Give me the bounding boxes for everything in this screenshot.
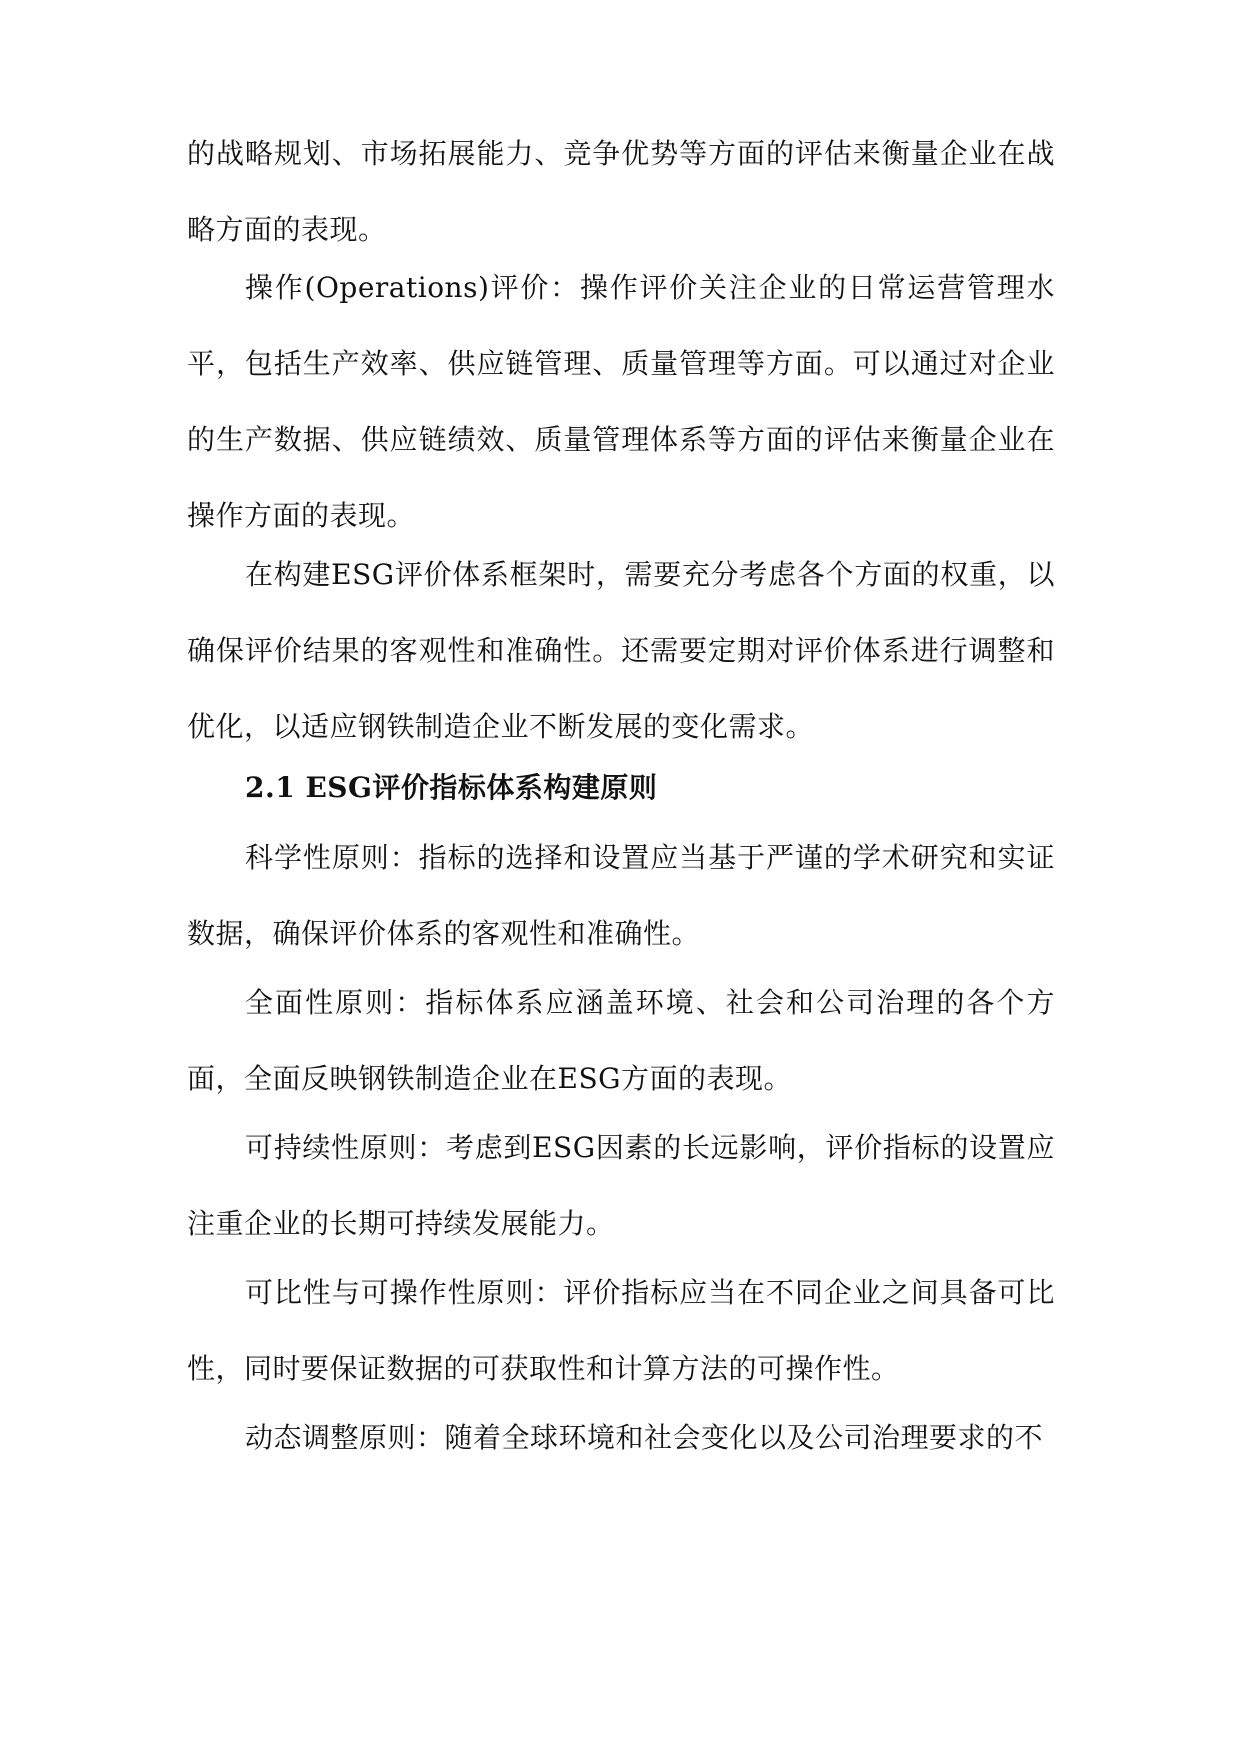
- principle-sustainability: 可持续性原则：考虑到ESG因素的长远影响，评价指标的设置应注重企业的长期可持续发展能力。: [187, 1131, 1055, 1240]
- principle-dynamic-adjustment: 动态调整原则：随着全球环境和社会变化以及公司治理要求的不: [245, 1421, 1044, 1454]
- document-page: [187, 0, 1055, 1754]
- paragraph-operations-evaluation: 操作(Operations)评价：操作评价关注企业的日常运营管理水平，包括生产效率、供应链管理、质量管理等方面。可以通过对企业的生产数据、供应链绩效、质量管理体系等方面的评估来衡量企业在操作方面的表现。: [187, 271, 1055, 532]
- paragraph-strategy-continued: 的战略规划、市场拓展能力、竞争优势等方面的评估来衡量企业在战略方面的表现。: [187, 137, 1055, 246]
- paragraph-framework-weights: 在构建ESG评价体系框架时，需要充分考虑各个方面的权重，以确保评价结果的客观性和准确性。还需要定期对评价体系进行调整和优化，以适应钢铁制造企业不断发展的变化需求。: [187, 558, 1055, 743]
- principle-comprehensive: 全面性原则：指标体系应涵盖环境、社会和公司治理的各个方面，全面反映钢铁制造企业在ESG方面的表现。: [187, 986, 1055, 1095]
- principle-scientific: 科学性原则：指标的选择和设置应当基于严谨的学术研究和实证数据，确保评价体系的客观性和准确性。: [187, 841, 1055, 950]
- principle-comparability: 可比性与可操作性原则：评价指标应当在不同企业之间具备可比性，同时要保证数据的可获取性和计算方法的可操作性。: [187, 1276, 1055, 1385]
- section-heading: 2.1 ESG评价指标体系构建原则: [245, 771, 658, 804]
